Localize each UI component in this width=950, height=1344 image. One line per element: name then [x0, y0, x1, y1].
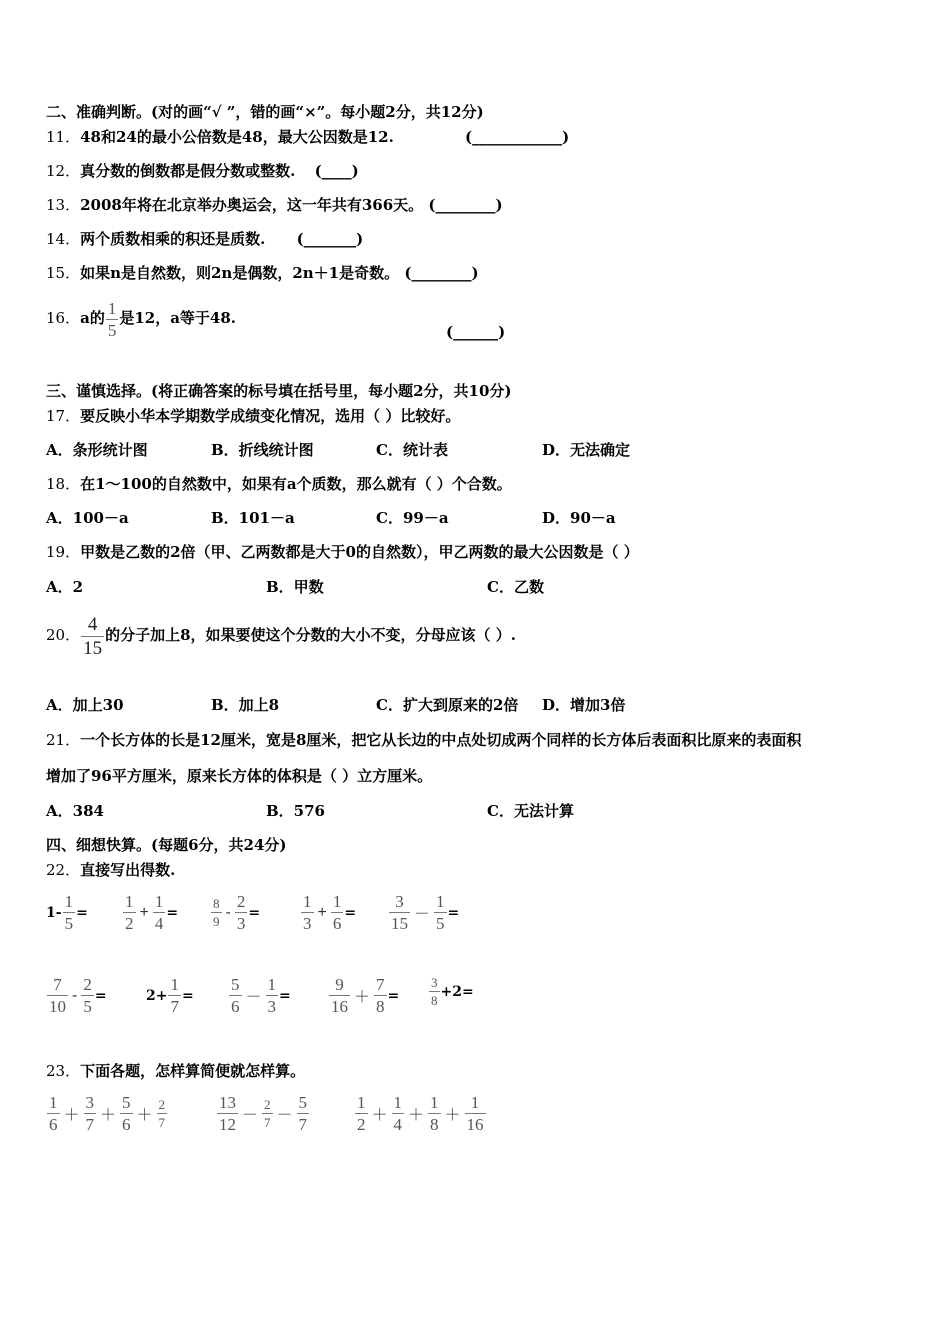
operator: ＋	[444, 1107, 461, 1124]
expression	[146, 976, 194, 1015]
operator: ＋	[63, 1107, 80, 1124]
question-text: 48和24的最小公倍数是48，最大公因数是12.	[80, 128, 394, 146]
question-text: 如果n是自然数，则2n是偶数，2n＋1是奇数。	[80, 264, 400, 282]
fraction	[434, 893, 447, 932]
question-number: 17．	[46, 407, 81, 425]
numerator: 3	[395, 892, 404, 911]
operator: ＋	[408, 1107, 425, 1124]
denominator: 3	[236, 914, 246, 933]
option-a[interactable]: A．2	[46, 578, 84, 596]
numerator: 1	[430, 1093, 439, 1112]
question-15	[46, 263, 479, 283]
numerator: 1	[49, 1093, 58, 1112]
expression	[216, 1094, 310, 1133]
numerator: 1	[170, 975, 179, 994]
fraction	[331, 893, 344, 932]
question-number: 18．	[46, 475, 81, 493]
question-text: 甲数是乙数的2倍（甲、乙两数都是大于0的自然数），甲乙两数的最大公因数是（ ）	[80, 543, 639, 561]
fraction	[123, 893, 136, 932]
denominator: 7	[158, 1115, 166, 1130]
operator: －	[276, 1107, 293, 1124]
expression	[46, 976, 107, 1015]
expression	[210, 893, 260, 932]
question-21-cont: 增加了96平方厘米，原来长方体的体积是（ ）立方厘米。	[46, 767, 433, 785]
equals-sign: =	[447, 904, 460, 921]
option-c[interactable]: C．统计表	[376, 441, 448, 459]
denominator: 7	[85, 1115, 95, 1134]
operator: ＋	[354, 989, 371, 1006]
numerator: 2	[236, 892, 246, 911]
numerator: 3	[85, 1093, 95, 1112]
numerator: 1	[393, 1093, 403, 1112]
question-number: 16．	[46, 309, 81, 327]
denominator: 10	[49, 997, 66, 1016]
option-a[interactable]: A．384	[46, 802, 104, 820]
question-number: 12．	[46, 162, 81, 180]
fraction	[47, 976, 68, 1015]
numerator: 1	[357, 1093, 366, 1112]
denominator: 2	[125, 914, 134, 933]
denominator: 7	[298, 1115, 308, 1134]
numerator: 5	[231, 975, 240, 994]
denominator: 6	[231, 997, 240, 1016]
expression	[428, 976, 474, 1007]
expression	[46, 1094, 168, 1133]
expression	[46, 893, 88, 932]
question-20	[46, 612, 516, 658]
denominator: 5	[436, 914, 445, 933]
denominator: 3	[303, 914, 312, 933]
question-text-1: 一个长方体的长是12厘米，宽是8厘米，把它从长边的中点处切成两个同样的长方体后表面积比原来的表面积	[80, 731, 802, 749]
question-number: 19．	[46, 543, 81, 561]
question-number: 15．	[46, 264, 81, 282]
question-14	[46, 229, 363, 249]
option-c[interactable]: C．99－a	[376, 509, 449, 527]
answer-blank-16[interactable]: (______)	[446, 323, 506, 341]
fraction: $\frac{4}{15}$	[83, 613, 103, 659]
question-17	[46, 406, 460, 426]
denominator: 16	[466, 1115, 484, 1134]
option-c[interactable]: C．扩大到原来的2倍	[376, 696, 519, 714]
answer-blank-12[interactable]: (____)	[314, 162, 359, 180]
denominator: 7	[264, 1115, 271, 1130]
fraction	[229, 976, 242, 1015]
fraction	[217, 1094, 238, 1133]
option-b[interactable]: B．折线统计图	[211, 441, 314, 459]
answer-blank-13[interactable]: (________)	[428, 196, 503, 214]
fraction	[168, 976, 181, 1015]
fraction	[329, 976, 350, 1015]
question-22	[46, 860, 175, 880]
answer-blank-15[interactable]: (________)	[404, 264, 479, 282]
numerator: 2	[158, 1097, 166, 1112]
question-18	[46, 474, 512, 494]
question-23	[46, 1061, 305, 1081]
fraction	[211, 897, 222, 928]
fraction	[153, 893, 166, 932]
fraction	[84, 1094, 97, 1133]
numerator: 3	[431, 975, 438, 990]
numerator: 1	[470, 1093, 480, 1112]
numerator: 1	[436, 892, 445, 911]
operator: ＋	[136, 1107, 153, 1124]
fraction	[428, 1094, 441, 1133]
equals-sign: +2=	[440, 983, 474, 1000]
operator: +	[317, 903, 327, 921]
question-text-pre: a的	[80, 309, 105, 327]
operator: -	[72, 986, 78, 1004]
denominator: 2	[357, 1115, 366, 1134]
operator: －	[414, 906, 431, 923]
question-number: 20．	[46, 626, 81, 644]
fraction	[429, 976, 440, 1007]
option-d[interactable]: D．90－a	[542, 509, 616, 527]
equals-sign: =	[181, 987, 194, 1004]
denominator: 8	[430, 1115, 439, 1134]
fraction	[262, 1098, 273, 1129]
option-b[interactable]: B．加上8	[211, 696, 280, 714]
question-text: 2008年将在北京举办奥运会，这一年共有366天。	[80, 196, 424, 214]
section2-title: 二、准确判断。(对的画“√ ”，错的画“×”。每小题2分，共12分)	[46, 103, 484, 121]
question-text-post: 是12，a等于48.	[119, 309, 237, 327]
section4-title: 四、细想快算。(每题6分，共24分)	[46, 836, 287, 854]
denominator: 9	[213, 914, 220, 929]
numerator: 13	[219, 1093, 236, 1112]
fraction	[157, 1098, 168, 1129]
operator: －	[242, 1107, 259, 1124]
equals-sign: =	[279, 987, 291, 1004]
option-b[interactable]: B．甲数	[266, 578, 324, 596]
numerator: 1	[332, 892, 342, 911]
option-a[interactable]: A．条形统计图	[46, 441, 148, 459]
question-text: 在1～100的自然数中，如果有a个质数，那么就有（ ）个合数。	[80, 475, 512, 493]
fraction: $\frac{1}{5}$	[107, 298, 117, 340]
question-number: 11．	[46, 128, 81, 146]
fraction	[301, 893, 314, 932]
operator: －	[245, 989, 262, 1006]
option-a[interactable]: A．加上30	[46, 696, 124, 714]
denominator: 8	[431, 993, 438, 1008]
equals-sign: =	[94, 987, 107, 1004]
equals-sign: =	[248, 904, 261, 921]
numerator: 1	[303, 892, 312, 911]
numerator: 1	[154, 892, 164, 911]
fraction	[266, 976, 279, 1015]
fraction	[389, 893, 410, 932]
answer-blank-11[interactable]: (____________)	[465, 128, 570, 146]
fraction	[297, 1094, 310, 1133]
answer-blank-14[interactable]: (_______)	[296, 230, 364, 248]
equals-sign: =	[387, 987, 400, 1004]
numerator: 5	[298, 1093, 308, 1112]
denominator: 5	[64, 914, 74, 933]
expression	[388, 893, 459, 932]
option-c[interactable]: C．无法计算	[487, 802, 574, 820]
operator: ＋	[100, 1107, 117, 1124]
numerator: 7	[376, 975, 385, 994]
expression	[328, 976, 399, 1015]
denominator: 15	[391, 914, 408, 933]
option-d[interactable]: D．增加3倍	[542, 696, 626, 714]
option-a[interactable]: A．100－a	[46, 509, 129, 527]
lead-number: 2+	[146, 987, 168, 1004]
fraction	[81, 976, 94, 1015]
numerator: 8	[213, 896, 220, 911]
fraction	[392, 1094, 405, 1133]
question-number: 14．	[46, 230, 81, 248]
question-text: 直接写出得数.	[80, 861, 176, 879]
fraction	[63, 893, 76, 932]
operator: +	[139, 903, 149, 921]
numerator: 2	[83, 975, 92, 994]
question-21	[46, 730, 801, 750]
question-number: 23．	[46, 1062, 81, 1080]
fraction	[47, 1094, 60, 1133]
numerator: 1	[267, 975, 277, 994]
fraction	[235, 893, 248, 932]
numerator: 7	[53, 975, 62, 994]
option-c[interactable]: C．乙数	[487, 578, 544, 596]
question-19	[46, 542, 639, 562]
fraction	[465, 1094, 486, 1133]
denominator: 6	[122, 1115, 131, 1134]
numerator: 9	[335, 975, 344, 994]
question-text: 两个质数相乘的积还是质数.	[80, 230, 266, 248]
lead-number: 1-	[46, 904, 62, 921]
denominator: 6	[49, 1115, 58, 1134]
option-d[interactable]: D．无法确定	[542, 441, 631, 459]
denominator: 4	[154, 914, 164, 933]
question-number: 21．	[46, 731, 81, 749]
denominator: 6	[332, 914, 342, 933]
question-text: 下面各题，怎样算简便就怎样算。	[80, 1062, 306, 1080]
option-b[interactable]: B．101－a	[211, 509, 295, 527]
numerator: 2	[264, 1097, 271, 1112]
option-b[interactable]: B．576	[266, 802, 325, 820]
expression	[300, 893, 356, 932]
equals-sign: =	[166, 904, 179, 921]
denominator: 12	[219, 1115, 236, 1134]
section3-title: 三、谨慎选择。(将正确答案的标号填在括号里，每小题2分，共10分)	[46, 382, 512, 400]
numerator: 5	[122, 1093, 131, 1112]
expression	[354, 1094, 487, 1133]
question-number: 22．	[46, 861, 81, 879]
question-13	[46, 195, 503, 215]
denominator: 16	[331, 997, 348, 1016]
question-number: 13．	[46, 196, 81, 214]
numerator: 1	[125, 892, 134, 911]
operator: ＋	[371, 1107, 388, 1124]
fraction	[120, 1094, 133, 1133]
question-text: 要反映小华本学期数学成绩变化情况，选用（ ）比较好。	[80, 407, 461, 425]
question-text: 真分数的倒数都是假分数或整数.	[80, 162, 296, 180]
operator: -	[225, 903, 231, 921]
denominator: 4	[393, 1115, 403, 1134]
question-text: 的分子加上8，如果要使这个分数的大小不变，分母应该（ ）.	[105, 626, 516, 644]
denominator: 7	[170, 997, 179, 1016]
numerator: 1	[64, 892, 74, 911]
fraction	[355, 1094, 368, 1133]
expression	[228, 976, 291, 1015]
expression	[122, 893, 178, 932]
denominator: 8	[376, 997, 385, 1016]
question-16	[46, 296, 236, 340]
question-12	[46, 161, 359, 181]
equals-sign: =	[76, 904, 88, 921]
question-11	[46, 127, 394, 147]
denominator: 5	[83, 997, 92, 1016]
denominator: 3	[267, 997, 277, 1016]
equals-sign: =	[344, 904, 357, 921]
fraction	[374, 976, 387, 1015]
